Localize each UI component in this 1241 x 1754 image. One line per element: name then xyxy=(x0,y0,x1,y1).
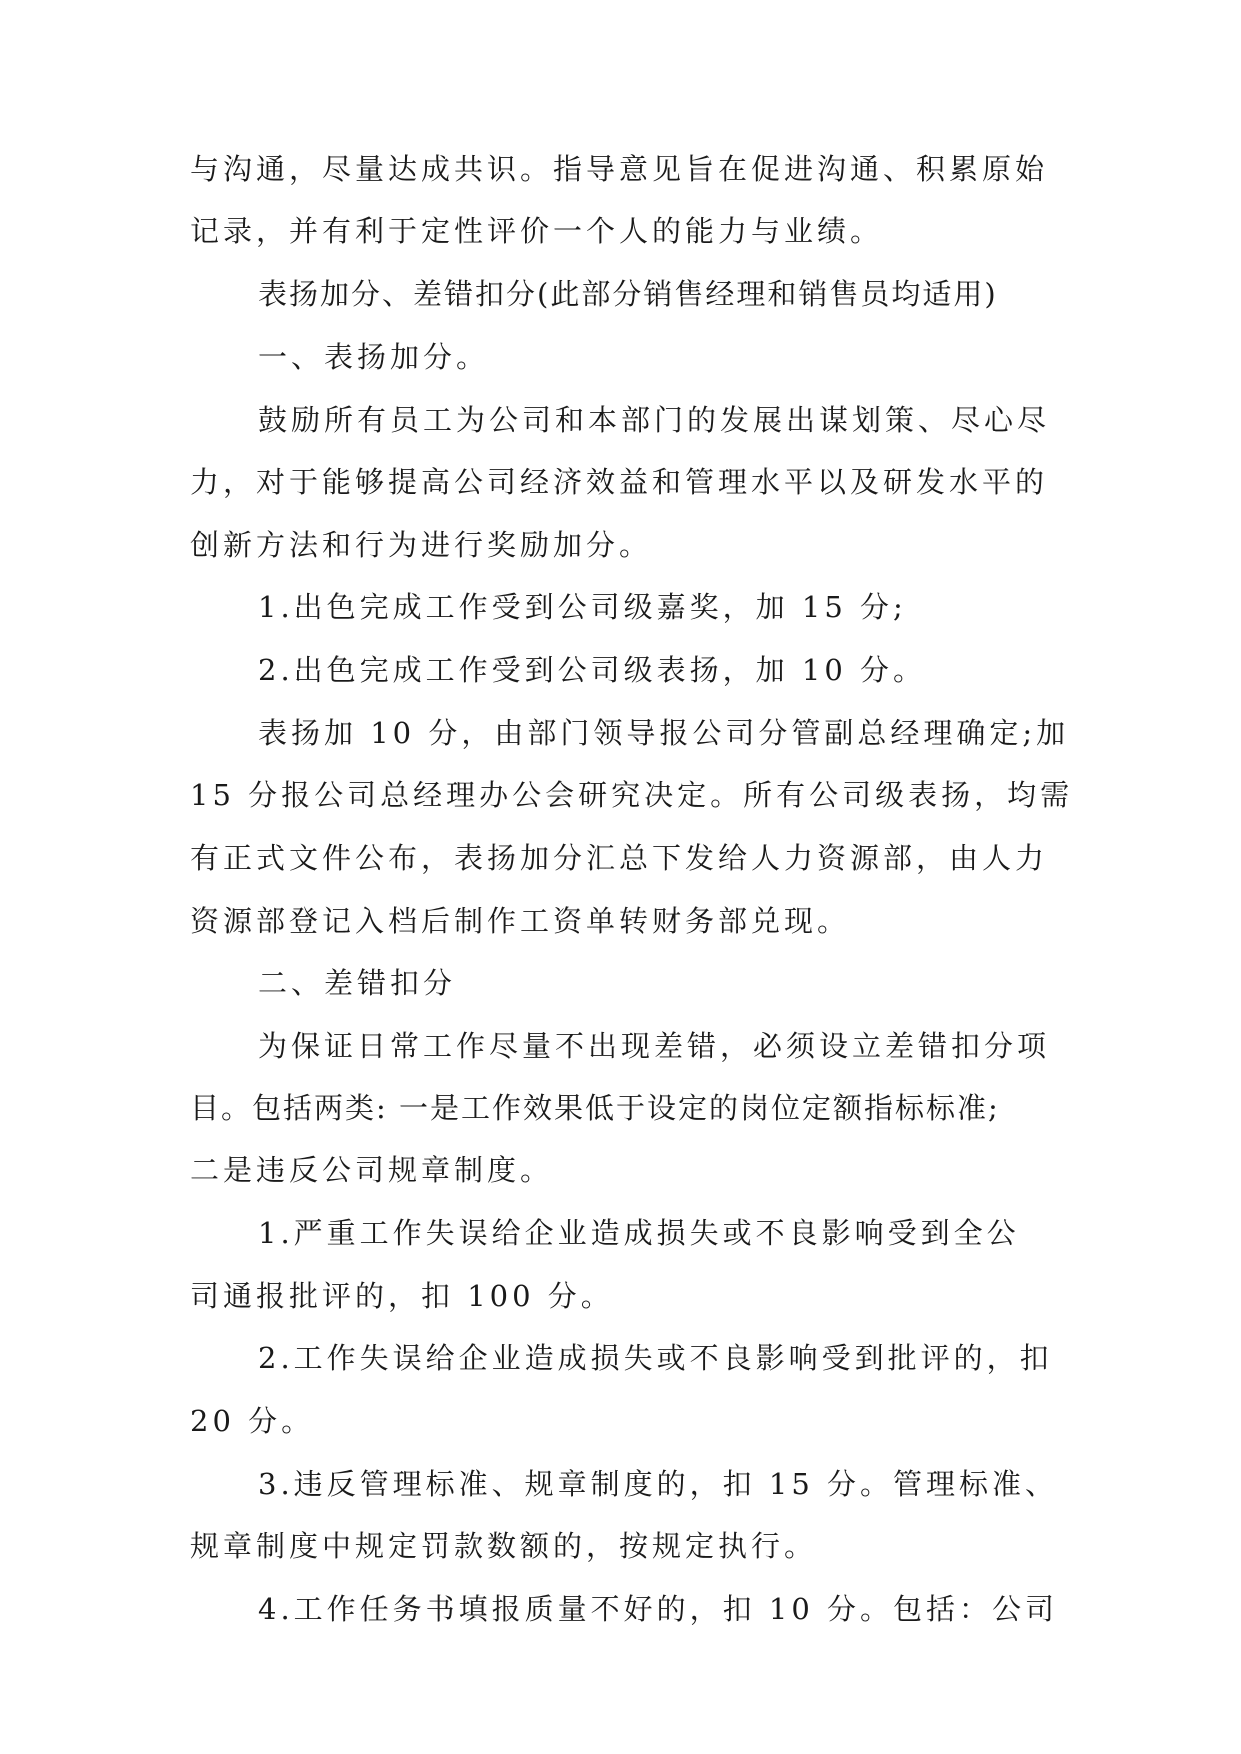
body-text-line: 为保证日常工作尽量不出现差错，必须设立差错扣分项 xyxy=(258,1029,1051,1063)
list-item: 1.严重工作失误给企业造成损失或不良影响受到全公 xyxy=(258,1216,1020,1250)
body-text-line: 与沟通，尽量达成共识。指导意见旨在促进沟通、积累原始 xyxy=(190,152,1049,186)
list-item: 2.出色完成工作受到公司级表扬，加 10 分。 xyxy=(258,653,927,687)
list-item: 2.工作失误给企业造成损失或不良影响受到批评的，扣 xyxy=(258,1341,1053,1375)
list-item: 规章制度中规定罚款数额的，按规定执行。 xyxy=(190,1529,818,1563)
body-text-line: 有正式文件公布，表扬加分汇总下发给人力资源部，由人力 xyxy=(190,841,1049,875)
body-text-line: 目。包括两类: 一是工作效果低于设定的岗位定额指标标准; xyxy=(190,1091,1000,1125)
body-text-line: 二是违反公司规章制度。 xyxy=(190,1153,554,1187)
body-text-line: 鼓励所有员工为公司和本部门的发展出谋划策、尽心尽 xyxy=(258,403,1051,437)
list-item: 3.违反管理标准、规章制度的，扣 15 分。管理标准、 xyxy=(258,1467,1059,1501)
list-item: 司通报批评的，扣 100 分。 xyxy=(190,1279,614,1313)
body-text-line: 记录，并有利于定性评价一个人的能力与业绩。 xyxy=(190,214,884,248)
list-item: 20 分。 xyxy=(190,1404,315,1438)
body-text-line: 15 分报公司总经理办公会研究决定。所有公司级表扬，均需 xyxy=(190,778,1074,812)
body-text-line: 创新方法和行为进行奖励加分。 xyxy=(190,528,653,562)
body-text-line: 表扬加 10 分，由部门领导报公司分管副总经理确定;加 xyxy=(258,716,1070,750)
list-item: 4.工作任务书填报质量不好的，扣 10 分。包括：公司 xyxy=(258,1592,1059,1626)
body-text-line: 力，对于能够提高公司经济效益和管理水平以及研发水平的 xyxy=(190,465,1049,499)
section-heading: 二、差错扣分 xyxy=(258,966,457,1000)
body-text-line: 资源部登记入档后制作工资单转财务部兑现。 xyxy=(190,904,851,938)
body-text-line: 表扬加分、差错扣分(此部分销售经理和销售员均适用) xyxy=(258,277,998,311)
list-item: 1.出色完成工作受到公司级嘉奖，加 15 分; xyxy=(258,590,907,624)
section-heading: 一、表扬加分。 xyxy=(258,340,490,374)
